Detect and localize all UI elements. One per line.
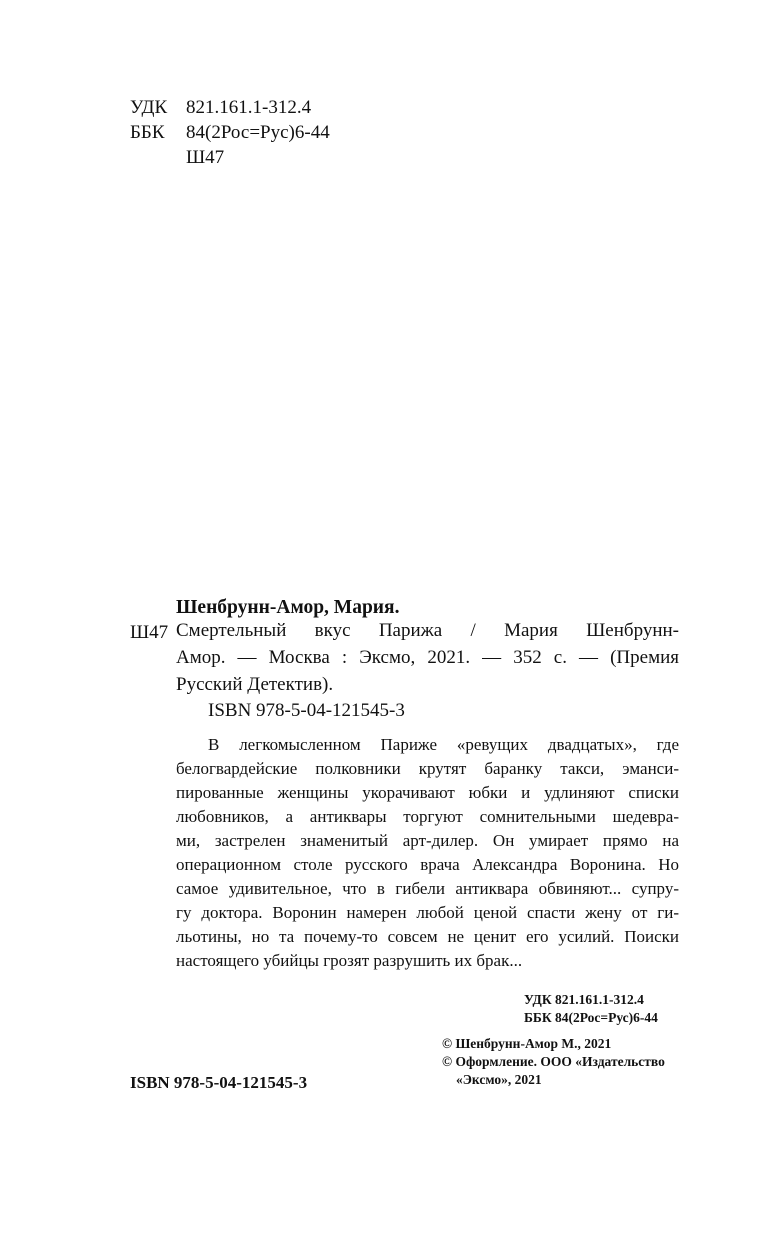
- isbn-bottom: ISBN 978-5-04-121545-3: [130, 1073, 308, 1092]
- annotation-line: В легкомысленном Париже «ревущих двадцатых», где: [208, 735, 679, 754]
- annotation-line: пированные женщины укорачивают юбки и удлиняют списки: [176, 783, 679, 802]
- bbk-label: ББК: [130, 122, 165, 143]
- bbk-value: 84(2Рос=Рус)6-44: [186, 122, 330, 143]
- author-mark: Ш47: [186, 147, 225, 168]
- author-code: Ш47: [130, 622, 169, 643]
- annotation-line: настоящего убийцы грозят разрушить их брак...: [176, 951, 523, 970]
- footer-bbk: ББК 84(2Рос=Рус)6-44: [524, 1010, 658, 1025]
- annotation-line: самое удивительное, что в гибели антиквара обвиняют... супру-: [176, 879, 679, 898]
- copyright-design: © Оформление. ООО «Издательство: [442, 1054, 665, 1069]
- annotation-line: белогвардейские полковники крутят баранку такси, эманси-: [176, 759, 679, 778]
- copyright-author: © Шенбрунн-Амор М., 2021: [442, 1036, 612, 1051]
- copyright-publisher: «Эксмо», 2021: [456, 1072, 542, 1087]
- isbn-record: ISBN 978-5-04-121545-3: [208, 700, 405, 721]
- bbk-line: [130, 121, 330, 145]
- annotation-line: любовников, а антиквары торгуют сомнительными шедевра-: [176, 807, 679, 826]
- annotation-line: ми, застрелен знаменитый арт-дилер. Он умирает прямо на: [176, 831, 679, 850]
- title-line: Русский Детектив).: [176, 674, 334, 695]
- udk-label: УДК: [130, 97, 168, 118]
- udk-line: [130, 96, 311, 120]
- udk-value: 821.161.1-312.4: [186, 97, 312, 118]
- title-line: Амор. — Москва : Эксмо, 2021. — 352 с. — (Премия: [176, 647, 679, 668]
- annotation-line: операционном столе русского врача Александра Воронина. Но: [176, 855, 679, 874]
- author-heading: Шенбрунн-Амор, Мария.: [176, 597, 400, 618]
- annotation-line: льотины, но та почему-то совсем не ценит его усилий. Поиски: [176, 927, 679, 946]
- footer-udk: УДК 821.161.1-312.4: [524, 992, 644, 1007]
- annotation-line: гу доктора. Воронин намерен любой ценой спасти жену от ги-: [176, 903, 679, 922]
- title-line: Смертельный вкус Парижа / Мария Шенбрунн-: [176, 620, 679, 641]
